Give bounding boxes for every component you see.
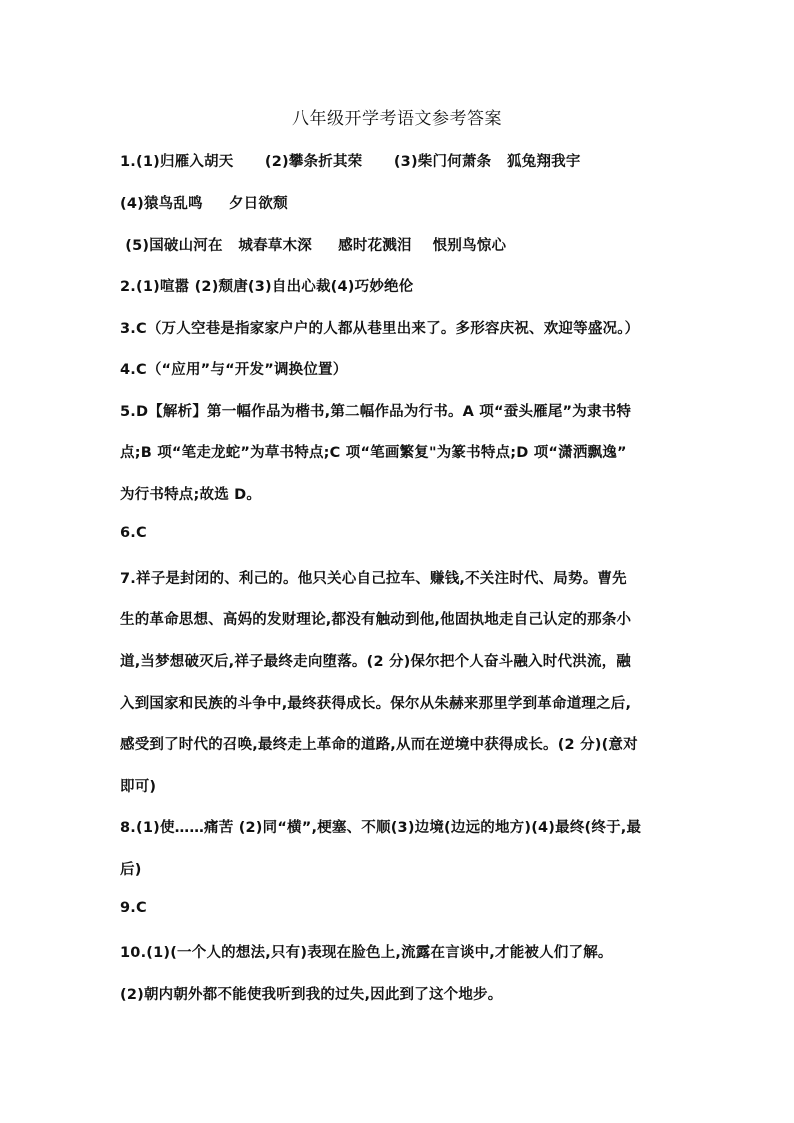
answer-line: 1.(1)归雁入胡天 (2)攀条折其荣 (3)柴门何萧条 狐兔翔我宇 [120, 154, 581, 170]
answer-line: 感受到了时代的召唤,最终走上革命的道路,从而在逆境中获得成长。(2 分)(意对 [120, 737, 638, 753]
answer-line: 后) [120, 862, 142, 878]
answer-line: 8.(1)使……痛苦 (2)同“横”,梗塞、不顺(3)边境(边远的地方)(4)最终(终于,最 [120, 820, 642, 836]
answer-line: (4)猿鸟乱鸣 夕日欲颓 [120, 196, 288, 212]
page-title: 八年级开学考语文参考答案 [292, 109, 502, 129]
answer-line: 道,当梦想破灭后,祥子最终走向堕落。(2 分)保尔把个人奋斗融入时代洪流，融 [120, 654, 632, 670]
answer-line: 点;B 项“笔走龙蛇”为草书特点;C 项“笔画繁复"为篆书特点;D 项“潇洒飘逸” [120, 445, 627, 461]
answer-line: 3.C（万人空巷是指家家户户的人都从巷里出来了。多形容庆祝、欢迎等盛况。） [120, 321, 640, 337]
answer-line: 4.C（“应用”与“开发”调换位置） [120, 362, 348, 378]
answer-line: 生的革命思想、高妈的发财理论,都没有触动到他,他固执地走自己认定的那条小 [120, 612, 632, 628]
answer-line: 即可) [120, 779, 157, 795]
answer-line: 5.D【解析】第一幅作品为楷书,第二幅作品为行书。A 项“蚕头雁尾”为隶书特 [120, 404, 632, 420]
answer-line: 7.祥子是封闭的、利己的。他只关心自己拉车、赚钱,不关注时代、局势。曹先 [120, 571, 627, 587]
answer-line: 6.C [120, 525, 147, 541]
answer-line: 为行书特点;故选 D。 [120, 487, 262, 503]
answer-line: (2)朝内朝外都不能使我听到我的过失,因此到了这个地步。 [120, 987, 503, 1003]
answer-line: (5)国破山河在 城春草木深 感时花溅泪 恨别鸟惊心 [120, 238, 507, 254]
answer-line: 入到国家和民族的斗争中,最终获得成长。保尔从朱赫来那里学到革命道理之后, [120, 696, 632, 712]
answer-line: 9.C [120, 900, 147, 916]
answer-line: 2.(1)喧嚣 (2)颓唐(3)自出心裁(4)巧妙绝伦 [120, 279, 414, 295]
answer-line: 10.(1)(一个人的想法,只有)表现在脸色上,流露在言谈中,才能被人们了解。 [120, 945, 613, 961]
